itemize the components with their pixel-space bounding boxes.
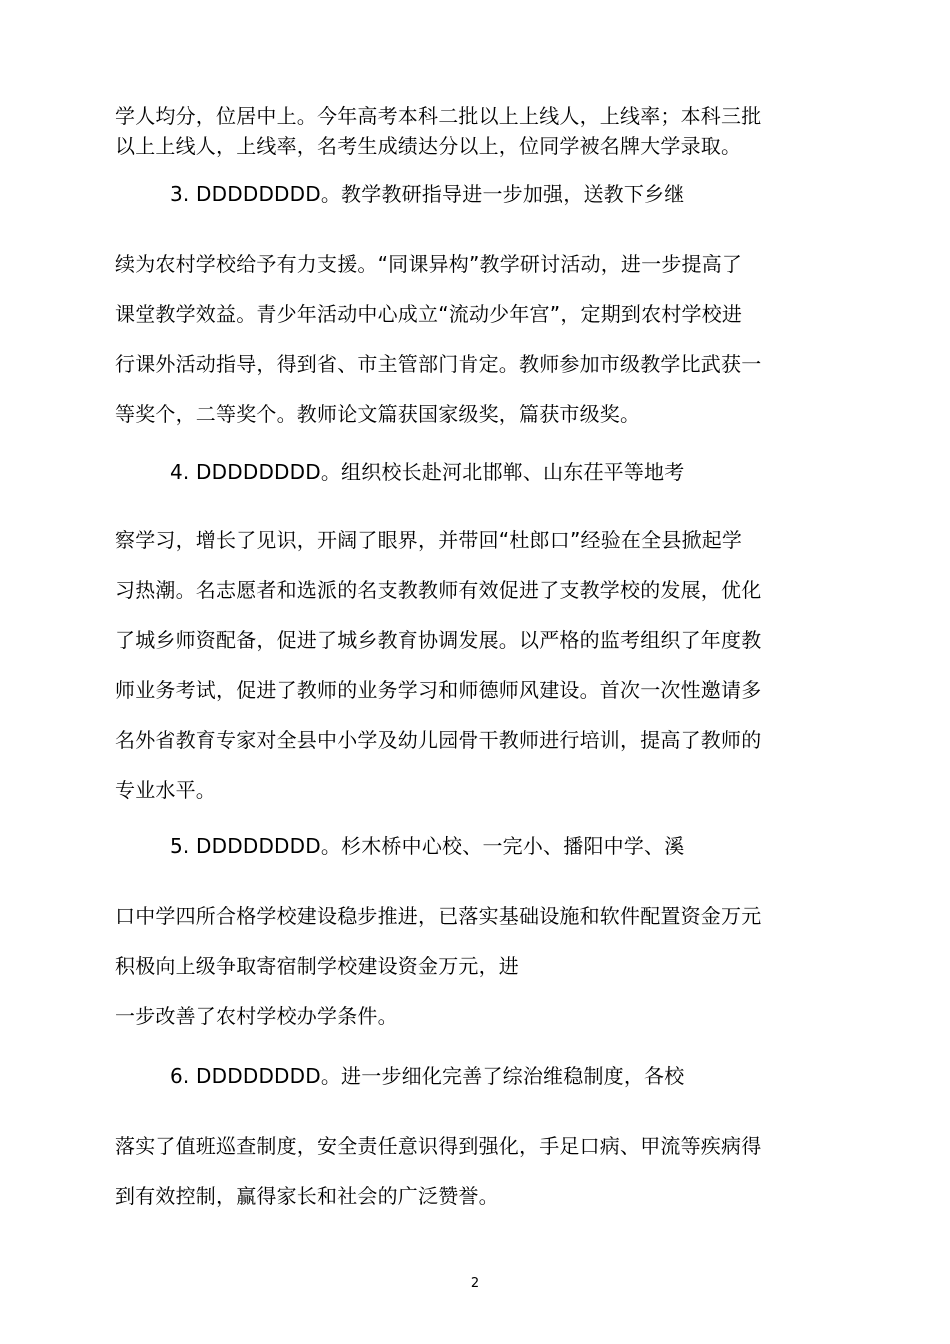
text-line: 续为农村学校给予有力支援。“同课异构”教学研讨活动，进一步提高了 [115, 252, 743, 276]
text-line: 了城乡师资配备，促进了城乡教育协调发展。以严格的监考组织了年度教 [115, 628, 762, 652]
text-line: 学人均分，位居中上。今年高考本科二批以上上线人，上线率；本科三批 [115, 104, 762, 128]
text-line: 到有效控制，赢得家长和社会的广泛赞誉。 [115, 1184, 499, 1208]
section-heading-6: 6. DDDDDDDD。进一步细化完善了综治维稳制度，各校 [170, 1064, 685, 1088]
text-line: 习热潮。名志愿者和选派的名支教教师有效促进了支教学校的发展，优化 [115, 578, 762, 602]
text-line: 口中学四所合格学校建设稳步推进，已落实基础设施和软件配置资金万元 [115, 904, 762, 928]
text-line: 专业水平。 [115, 778, 216, 802]
text-line: 等奖个，二等奖个。教师论文篇获国家级奖，篇获市级奖。 [115, 402, 641, 426]
text-line: 落实了值班巡查制度，安全责任意识得到强化，手足口病、甲流等疾病得 [115, 1134, 762, 1158]
text-line: 一步改善了农村学校办学条件。 [115, 1004, 398, 1028]
text-line: 课堂教学效益。青少年活动中心成立“流动少年宫”，定期到农村学校进 [115, 302, 743, 326]
text-line: 积极向上级争取寄宿制学校建设资金万元，进 [115, 954, 519, 978]
page-number: 2 [470, 1276, 480, 1291]
section-heading-5: 5. DDDDDDDD。杉木桥中心校、一完小、播阳中学、溪 [170, 834, 685, 858]
section-heading-3: 3. DDDDDDDD。教学教研指导进一步加强，送教下乡继 [170, 182, 685, 206]
text-line: 察学习，增长了见识，开阔了眼界，并带回“杜郎口”经验在全县掀起学 [115, 528, 743, 552]
text-line: 行课外活动指导，得到省、市主管部门肯定。教师参加市级教学比武获一 [115, 352, 762, 376]
text-line: 师业务考试，促进了教师的业务学习和师德师风建设。首次一次性邀请多 [115, 678, 762, 702]
text-line: 名外省教育专家对全县中小学及幼儿园骨干教师进行培训，提高了教师的 [115, 728, 762, 752]
section-heading-4: 4. DDDDDDDD。组织校长赴河北邯郸、山东茌平等地考 [170, 460, 685, 484]
text-line: 以上上线人，上线率，名考生成绩达分以上，位同学被名牌大学录取。 [115, 134, 742, 158]
